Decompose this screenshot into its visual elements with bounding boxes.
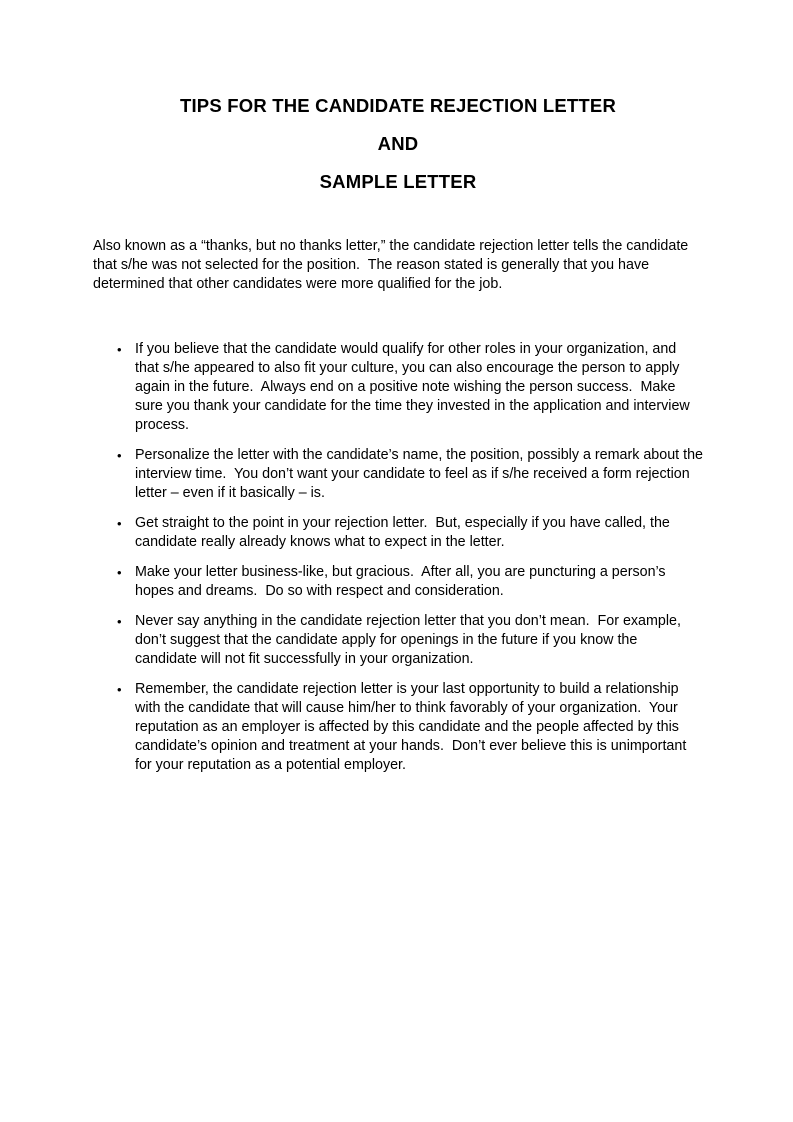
title-line-2: AND — [377, 133, 419, 154]
list-item-text: Remember, the candidate rejection letter is your last opportunity to build a relationship with the candidate that will cause him/her to think favorably of your organization. Your reputation as an employer is affected by this candidate and the people affected by this candidate’s opinion and treatment at your hands. Don’t ever believe this is unimportant for your reputation as a potential employer. — [135, 681, 691, 773]
document-title — [93, 94, 703, 193]
title-line-3: SAMPLE LETTER — [319, 171, 477, 192]
bullet-marker: • — [117, 342, 122, 357]
intro-paragraph: Also known as a “thanks, but no thanks letter,” the candidate rejection letter tells the candidate that s/he was not selected for the position. The reason stated is generally that you have determined that other candidates were more qualified for the job. — [93, 238, 693, 292]
bullet-marker: • — [117, 448, 122, 463]
bullet-marker: • — [117, 565, 122, 580]
tips-list — [93, 340, 707, 775]
list-item — [93, 612, 703, 669]
list-item — [93, 340, 703, 435]
list-item-text: Make your letter business-like, but gracious. After all, you are puncturing a person’s hopes and dreams. Do so with respect and consideration. — [135, 564, 670, 599]
list-item-text: If you believe that the candidate would qualify for other roles in your organization, and that s/he appeared to also fit your culture, you can also encourage the person to apply again in the future. Always end on a positive note wishing the person success. Make sure you thank your candidate for the time they invested in the application and interview process. — [135, 341, 694, 433]
list-item-text: Get straight to the point in your rejection letter. But, especially if you have called, the candidate really already knows what to expect in the letter. — [135, 515, 674, 550]
bullet-marker: • — [117, 614, 122, 629]
list-item — [93, 680, 703, 775]
list-item — [93, 563, 703, 601]
title-line-1: TIPS FOR THE CANDIDATE REJECTION LETTER — [179, 95, 617, 116]
list-item-text: Never say anything in the candidate rejection letter that you don’t mean. For example, don’t suggest that the candidate apply for openings in the future if you know the candidate will not fit successfully in your organization. — [135, 613, 685, 667]
bullet-marker: • — [117, 516, 122, 531]
list-item — [93, 514, 703, 552]
list-item — [93, 446, 707, 503]
list-item-text: Personalize the letter with the candidate’s name, the position, possibly a remark about the interview time. You don’t want your candidate to feel as if s/he received a form rejection letter – even if it basically – is. — [135, 447, 707, 501]
bullet-marker: • — [117, 682, 122, 697]
